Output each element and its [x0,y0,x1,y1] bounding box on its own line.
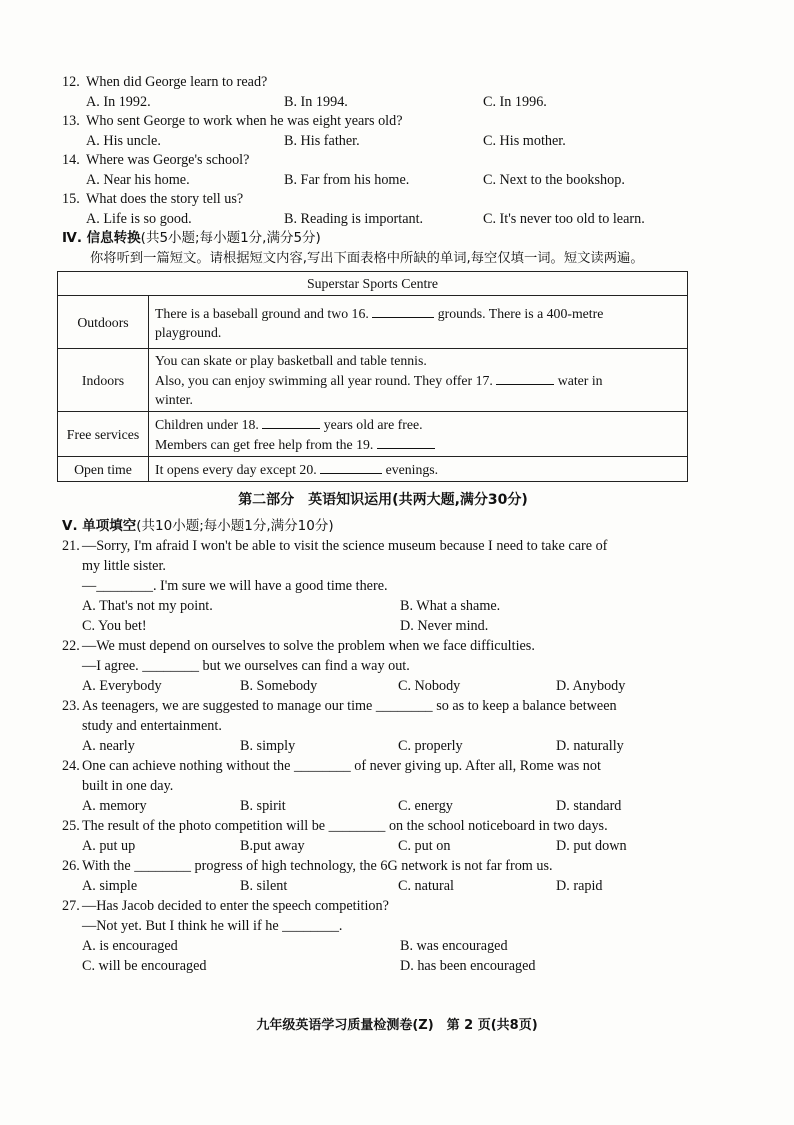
option-c: C. You bet! [82,618,147,634]
info-table [57,271,688,482]
option-c: C. put on [398,838,451,854]
blank-17[interactable] [496,370,554,385]
option-c: C. energy [398,798,453,814]
option-a: A. is encouraged [82,938,178,954]
row-content: There is a baseball ground and two 16. grounds. There is a 400-metre playground. [149,296,688,349]
question-14: 14. Where was George's school? A. Near his home. B. Far from his home. C. Next to the bookshop. [62,150,704,190]
question-23: 23. As teenagers, we are suggested to manage our time ________ so as to keep a balance between study and entertainment. A. nearly B. simply C. properly D. naturally [62,696,704,756]
option-b: B. was encouraged [400,938,508,954]
question-13: 13. Who sent George to work when he was eight years old? A. His uncle. B. His father. C. His mother. [62,111,704,151]
option-b: B. simply [240,738,296,754]
row-category: Free services [58,412,149,457]
option-d: D. standard [556,798,622,814]
option-c: C. Nobody [398,678,461,694]
blank-16[interactable] [372,303,434,318]
question-24: 24. One can achieve nothing without the ________ of never giving up. After all, Rome was not built in one day. A. memory B. spirit C. energy D. standard [62,756,704,816]
section-4-instruction: 你将听到一篇短文。请根据短文内容,写出下面表格中所缺的单词,每空仅填一词。短文读两遍。 [90,251,644,266]
blank-20[interactable] [320,459,382,474]
option-a: A. Near his home. [86,172,190,188]
option-b: B. spirit [240,798,286,814]
option-d: D. Anybody [556,678,626,694]
option-b: B. silent [240,878,288,894]
option-a: A. That's not my point. [82,598,213,614]
question-26: 26. With the ________ progress of high technology, the 6G network is not far from us. A. simple B. silent C. natural D. rapid [62,856,704,896]
row-content: Children under 18. years old are free. Members can get free help from the 19. [149,412,688,457]
option-c: C. His mother. [483,133,566,149]
row-content: It opens every day except 20. evenings. [149,457,688,482]
option-c: C. properly [398,738,463,754]
option-d: D. naturally [556,738,624,754]
multiple-choice-questions [62,536,704,976]
option-d: D. put down [556,838,627,854]
option-a: A. Everybody [82,678,162,694]
option-b: B. What a shame. [400,598,501,614]
listening-questions [62,72,704,229]
table-header: Superstar Sports Centre [58,272,688,296]
table-row-outdoors [58,296,688,349]
question-21: 21. —Sorry, I'm afraid I won't be able to visit the science museum because I need to take care of my little sister. —________. I'm sure we will have a good time there. A. That's not my point. B. What a shame. C. You bet! D. Never mind. [62,536,704,636]
option-d: D. Never mind. [400,618,489,634]
option-d: D. has been encouraged [400,958,536,974]
option-a: A. His uncle. [86,133,161,149]
option-a: A. In 1992. [86,94,151,110]
option-b: B. In 1994. [284,94,348,110]
option-a: A. Life is so good. [86,211,192,227]
blank-18[interactable] [262,414,320,429]
option-c: C. natural [398,878,454,894]
option-c: C. will be encouraged [82,958,207,974]
row-category: Outdoors [58,296,149,349]
question-27: 27. —Has Jacob decided to enter the speech competition? —Not yet. But I think he will if he ________. A. is encouraged B. was encouraged C. will be encouraged D. has been encouraged [62,896,704,976]
row-category: Open time [58,457,149,482]
row-content: You can skate or play basketball and table tennis. Also, you can enjoy swimming all year round. They offer 17. water in winter. [149,349,688,412]
question-15: 15. What does the story tell us? A. Life is so good. B. Reading is important. C. It's never too old to learn. [62,189,704,229]
page-footer: 九年级英语学习质量检测卷(Z) 第 2 页(共8页) [256,1018,538,1033]
table-row-free-services [58,412,688,457]
table-row-open-time [58,457,688,482]
option-c: C. In 1996. [483,94,547,110]
option-a: A. memory [82,798,147,814]
option-b: B. Somebody [240,678,318,694]
option-a: A. put up [82,838,136,854]
table-row-indoors [58,349,688,412]
option-a: A. simple [82,878,138,894]
option-c: C. It's never too old to learn. [483,211,645,227]
option-b: B. Far from his home. [284,172,410,188]
section-4-title: Ⅳ. 信息转换(共5小题;每小题1分,满分5分) [62,230,321,246]
option-c: C. Next to the bookshop. [483,172,625,188]
blank-19[interactable] [377,434,435,449]
option-d: D. rapid [556,878,603,894]
option-b: B. His father. [284,133,360,149]
question-25: 25. The result of the photo competition will be ________ on the school noticeboard in two days. A. put up B.put away C. put on D. put down [62,816,704,856]
part-2-title: 第二部分 英语知识运用(共两大题,满分30分) [238,492,528,508]
option-b: B. Reading is important. [284,211,424,227]
exam-page [62,72,704,976]
question-22: 22. —We must depend on ourselves to solve the problem when we face difficulties. —I agree. ________ but we ourselves can find a way out. A. Everybody B. Somebody C. Nobody D. Anybody [62,636,704,696]
question-12: 12. When did George learn to read? A. In 1992. B. In 1994. C. In 1996. [62,72,704,112]
section-5-title: Ⅴ. 单项填空(共10小题;每小题1分,满分10分) [62,518,334,534]
option-a: A. nearly [82,738,135,754]
row-category: Indoors [58,349,149,412]
option-b: B.put away [240,838,305,854]
